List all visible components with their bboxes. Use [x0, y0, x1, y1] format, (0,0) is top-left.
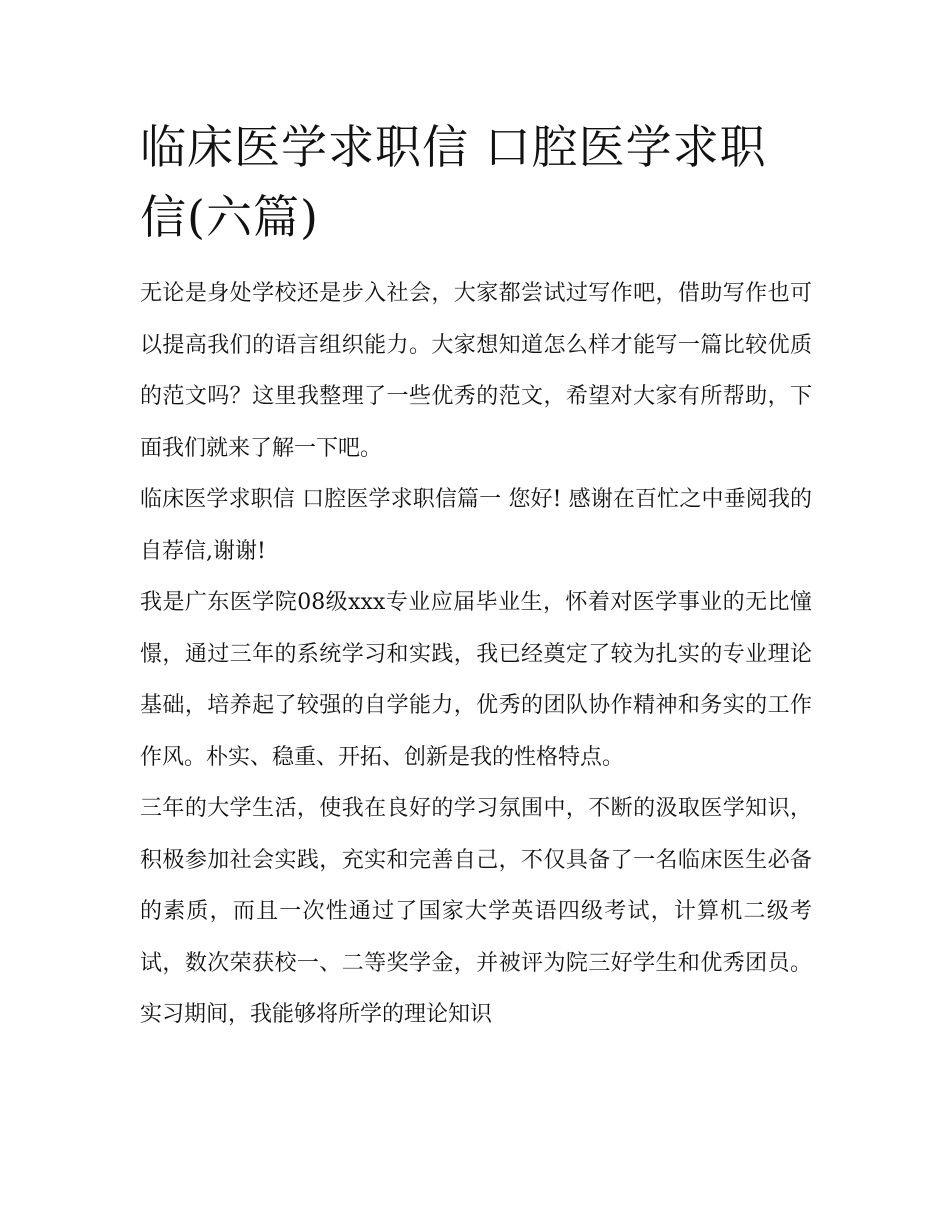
paragraph-intro: 无论是身处学校还是步入社会，大家都尝试过写作吧，借助写作也可以提高我们的语言组织能力。大家想知道怎么样才能写一篇比较优质的范文吗？这里我整理了一些优秀的范文，希望对大家有所帮助，下面我们就来了解一下吧。 [140, 281, 812, 461]
document-title: 临床医学求职信 口腔医学求职信(六篇) [140, 120, 767, 244]
document-body [140, 112, 812, 1041]
paragraph-university-life: 三年的大学生活，使我在良好的学习氛围中，不断的汲取医学知识，积极参加社会实践，充实和完善自己，不仅具备了一名临床医生必备的素质，而且一次性通过了国家大学英语四级考试，计算机二级考试，数次荣获校一、二等奖学金，并被评为院三好学生和优秀团员。实习期间，我能够将所学的理论知识 [140, 796, 812, 1027]
paragraph-self-introduction: 我是广东医学院08级xxx专业应届毕业生，怀着对医学事业的无比憧憬，通过三年的系统学习和实践，我已经奠定了较为扎实的专业理论基础，培养起了较强的自学能力，优秀的团队协作精神和务实的工作作风。朴实、稳重、开拓、创新是我的性格特点。 [140, 590, 812, 770]
paragraph-letter-opening: 临床医学求职信 口腔医学求职信篇一 您好! 感谢在百忙之中垂阅我的自荐信,谢谢! [140, 487, 812, 564]
